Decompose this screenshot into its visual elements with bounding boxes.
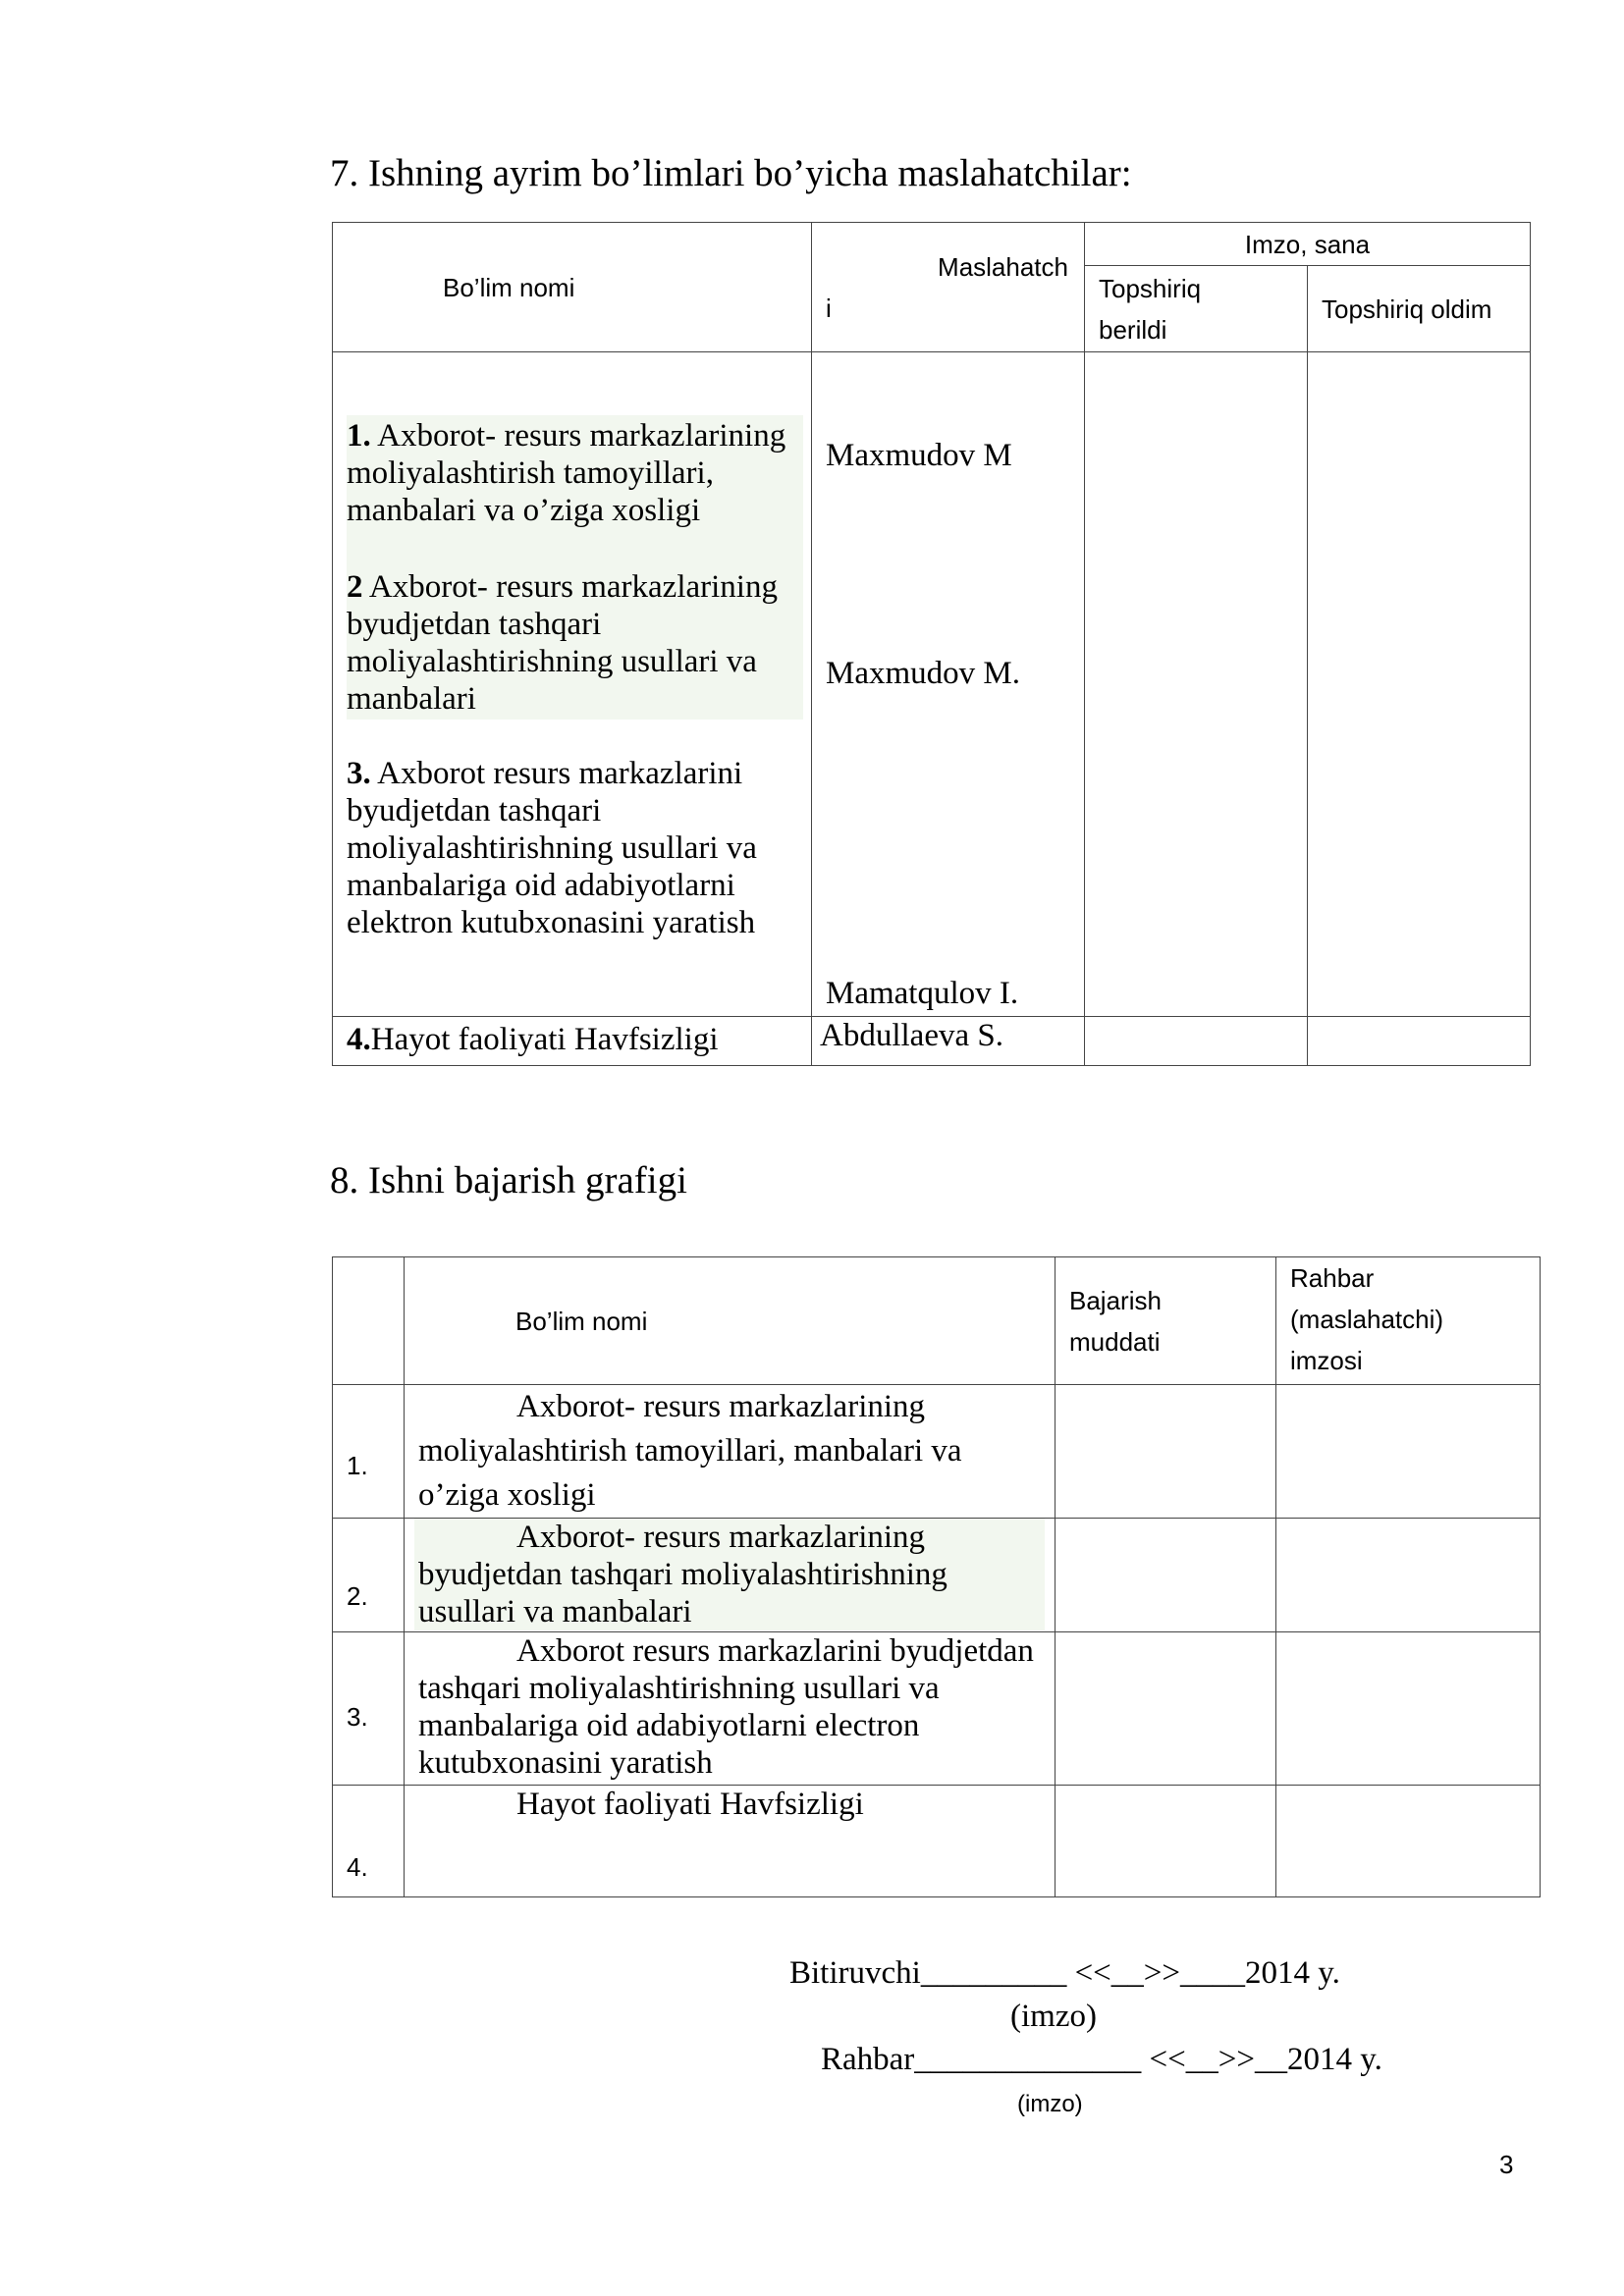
row-deadline [1056, 1632, 1276, 1786]
advisor-4: Abdullaeva S. [812, 1017, 1085, 1066]
table-row [333, 1519, 1541, 1632]
row-signature [1276, 1519, 1541, 1632]
row-deadline [1056, 1385, 1276, 1519]
header-task-given: Topshiriq berildi [1085, 266, 1308, 352]
row-number: 3. [333, 1632, 405, 1786]
header-supervisor-signature: Rahbar (maslahatchi) imzosi [1276, 1257, 1541, 1385]
schedule-table [332, 1256, 1541, 1897]
section-item-2: 2 Axborot- resurs markazlarining byudjetdan tashqari moliyalashtirishning usullari va manbalari [347, 531, 803, 720]
section-item-3: 3. Axborot resurs markazlarini byudjetdan tashqari moliyalashtirishning usullari va manbalariga oid adabiyotlarni elektron kutubxonasini yaratish [347, 756, 757, 940]
graduate-signature-line: Bitiruvchi_________ <<__>>____2014 y. [789, 1955, 1340, 1991]
section7-title: 7. Ishning ayrim bo’limlari bo’yicha maslahatchilar: [330, 152, 1132, 194]
row-section-name: Axborot- resurs markazlarining moliyalashtirish tamoyillari, manbalari va o’ziga xosligi [405, 1385, 1056, 1519]
row-number: 4. [333, 1786, 405, 1897]
graduate-imzo-label: (imzo) [1010, 1999, 1097, 2034]
table-row [333, 1385, 1541, 1519]
header-deadline: Bajarish muddati [1056, 1257, 1276, 1385]
header-task-received: Topshiriq oldim [1308, 266, 1531, 352]
task-given-cell-4 [1085, 1017, 1308, 1066]
supervisor-signature-line: Rahbar______________ <<__>>__2014 y. [821, 2042, 1382, 2077]
task-given-cell [1085, 352, 1308, 1017]
page-number: 3 [1499, 2150, 1514, 2179]
section8-title: 8. Ishni bajarish grafigi [330, 1159, 687, 1201]
row-signature [1276, 1385, 1541, 1519]
row-signature [1276, 1632, 1541, 1786]
table-row [333, 1786, 1541, 1897]
header-advisor: Maslahatch i [812, 223, 1085, 352]
header-signature-date: Imzo, sana [1085, 223, 1531, 266]
row-section-name: Axborot- resurs markazlarining byudjetdan tashqari moliyalashtirishning usullari va manbalari [405, 1519, 1056, 1632]
supervisor-imzo-label: (imzo) [1017, 2091, 1083, 2117]
header-section-name: Bo’lim nomi [405, 1257, 1056, 1385]
row-section-name: Hayot faoliyati Havfsizligi [405, 1786, 1056, 1897]
section-item-4: 4.Hayot faoliyati Havfsizligi [333, 1017, 812, 1066]
row-number: 2. [333, 1519, 405, 1632]
row-signature [1276, 1786, 1541, 1897]
section-item-1: 1. Axborot- resurs markazlarining moliyalashtirish tamoyillari, manbalari va o’ziga xosligi [347, 415, 803, 531]
row-deadline [1056, 1519, 1276, 1632]
advisor-3: Mamatqulov I. [826, 976, 1019, 1011]
advisors-table [332, 222, 1531, 1066]
advisors-cell [812, 352, 1085, 1017]
sections-cell [333, 352, 812, 1017]
task-received-cell [1308, 352, 1531, 1017]
row-section-name: Axborot resurs markazlarini byudjetdan tashqari moliyalashtirishning usullari va manbalariga oid adabiyotlarni electron kutubxonasini yaratish [405, 1632, 1056, 1786]
advisor-1: Maxmudov M [826, 438, 1012, 473]
task-received-cell-4 [1308, 1017, 1531, 1066]
row-deadline [1056, 1786, 1276, 1897]
row-number: 1. [333, 1385, 405, 1519]
header-section-name: Bo’lim nomi [333, 223, 812, 352]
header-number [333, 1257, 405, 1385]
table-row [333, 1632, 1541, 1786]
advisor-2: Maxmudov M. [826, 656, 1020, 691]
